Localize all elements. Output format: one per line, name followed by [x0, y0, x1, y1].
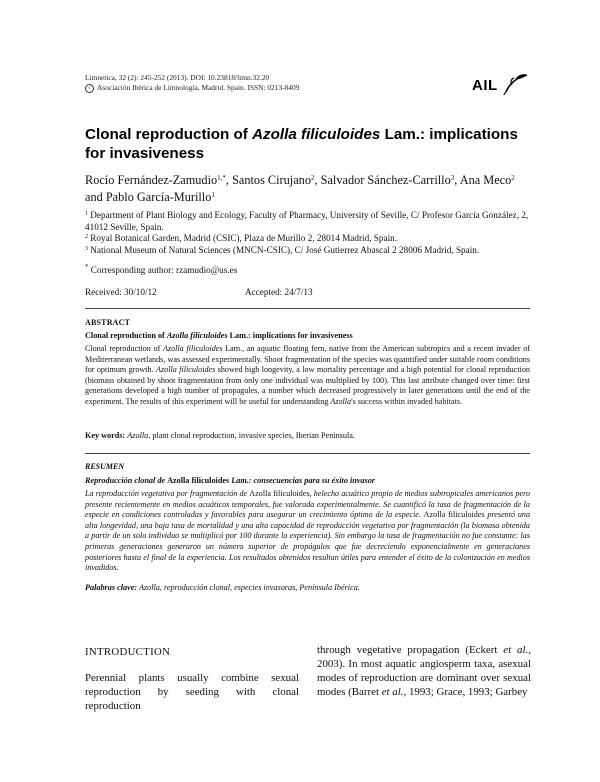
journal-logo [472, 72, 532, 98]
author: Santos Cirujano [232, 173, 311, 187]
accepted-date: Accepted: 24/7/13 [245, 287, 313, 297]
journal-header [85, 73, 299, 93]
affiliation-2: $^2$ Royal Botanical Garden, Madrid (CSIC), Plaza de Murillo 2, 28014 Madrid, Spain. [85, 233, 398, 243]
journal-citation: Limnetica, 32 (2): 245-252 (2013). DOI: 10.23818/limn.32.20 [85, 73, 270, 82]
resumen-subtitle: Reproducción clonal de Azolla filiculoides Lam.: consecuencias para su éxito invasor [85, 476, 375, 485]
copyright-icon: c [85, 84, 94, 93]
author: Salvador Sánchez-Carrillo [320, 173, 451, 187]
title-species: Azolla filiculoides [252, 126, 381, 143]
author-list: Rocío Fernández-Zamudio$^{1,*}$, Santos Cirujano$^2$, Salvador Sánchez-Carrillo$^3$, Ana Meco$^2$ and Pablo García-Murillo$^1$ [85, 173, 515, 204]
fern-frond-icon [503, 72, 529, 96]
author: Pablo García-Murillo [105, 189, 212, 204]
affiliation-3: $^3$ National Museum of Natural Sciences (MNCN-CSIC), C/ José Gutierrez Abascal 2 28006 Madrid, Spain. [85, 245, 480, 255]
paper-title: Clonal reproduction of Azolla filiculoides Lam.: implications for invasiveness [85, 126, 518, 162]
corresponding-author: * Corresponding author: rzamudio@us.es [85, 263, 238, 275]
resumen-body: La reproducción vegetativa por fragmentación de Azolla filiculoides, helecho acuático propio de medios subtropicales americanos pero presente recientemente en medios acuáticos temporales, fue valorada experimentalmente. Se cuantificó la tasa de fragmentación de la especie en condiciones controladas y favorables para asegurar un crecimiento óptimo de la especie. Azolla filiculoides presentó una alta longevidad, una baja tasa de mortalidad y una alta capacidad de reproducción vegetativa por fragmentación (la biomasa obtenida a partir de un solo individuo se multiplicó por 100 durante la experiencia). Sin embargo la tasa de fragmentación no fue constante: las primeras generaciones generaron un número superior de propágulos que fue decreciendo exponencialmente en generaciones posteriores hasta el final de la experiencia. Los resultados obtenidos resultan útiles para entender el éxito de la colonización en medios invadidos. [85, 489, 531, 573]
divider [85, 308, 530, 309]
divider [85, 453, 530, 454]
intro-right-column: through vegetative propagation (Eckert et al., 2003). In most aquatic angiosperm taxa, asexual modes of reproduction are dominant over sexual modes (Barret et al., 1993; Grace, 1993; Garbey [317, 644, 531, 699]
received-date: Received: 30/10/12 [85, 287, 157, 297]
affiliation-1: $^1$ Department of Plant Biology and Ecology, Faculty of Pharmacy, University of Seville, C/ Profesor García González, 2, 41012 Seville, Spain. [85, 210, 529, 232]
abstract-body: Clonal reproduction of Azolla filiculoides Lam., an aquatic floating fern, native from the American subtropics and a recent invader of Mediterranean wetlands, was assessed experimentally. Shoot fragmentation of the species was quantified under suitable room conditions for optimum growth. Azolla filiculoides showed high longevity, a low mortality percentage and a high potential for clonal reproduction (biomass obtained by shoot fragmentation from only one individual was multiplied by 100). This last attribute changed over time: first generations developed a high number of propagules, a number which decreased progressively in later generations until the end of the experiment. The results of this experiment will be useful for understanding Azolla's success within invaded habitats. [85, 344, 530, 406]
resumen-heading: RESUMEN [85, 462, 125, 471]
keywords: Key words: Azolla, plant clonal reproduction, invasive species, Iberian Peninsula. [85, 431, 355, 440]
abstract-heading: ABSTRACT [85, 318, 131, 327]
logo-text: AIL [472, 77, 498, 94]
author: Rocío Fernández-Zamudio [85, 173, 218, 187]
introduction-heading: INTRODUCTION [85, 646, 171, 658]
intro-left-column: Perennial plants usually combine sexual reproduction by seeding with clonal reproduction [85, 672, 299, 713]
abstract-subtitle: Clonal reproduction of Azolla filiculoides Lam.: implications for invasiveness [85, 331, 353, 340]
palabras-clave: Palabras clave: Azolla, reproducción clonal, especies invasoras, Península Ibérica. [85, 583, 360, 592]
author: Ana Meco [459, 173, 512, 187]
copyright-text: Asociación Ibérica de Limnología, Madrid. Spain. ISSN: 0213-8409 [97, 83, 300, 92]
journal-copyright [85, 83, 299, 93]
